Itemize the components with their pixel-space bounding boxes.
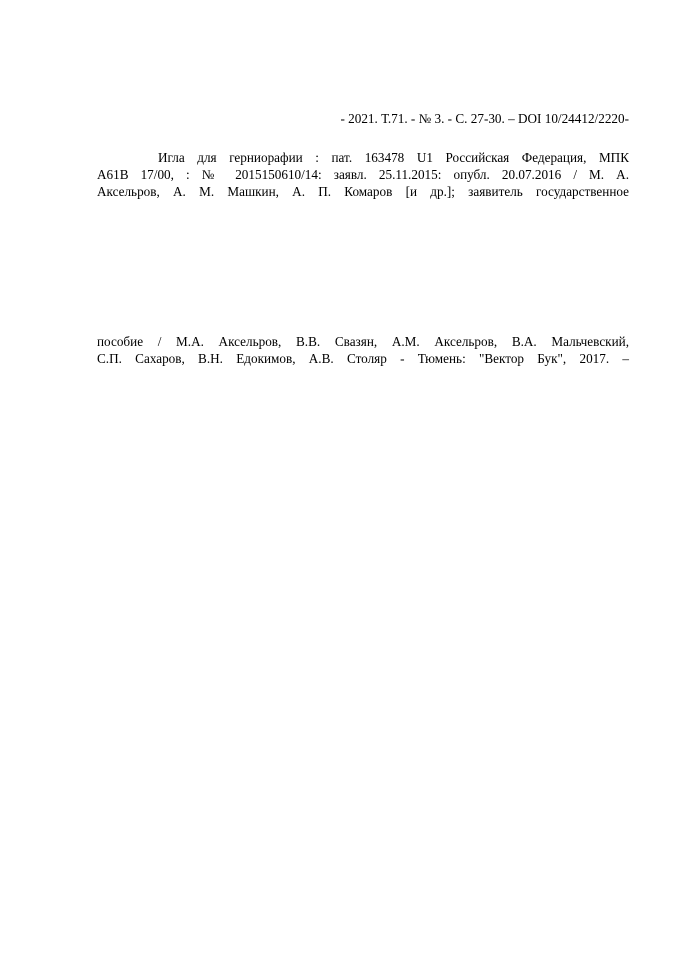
textbook-reference-line-1: пособие / М.А. Аксельров, В.В. Свазян, А.М. Аксельров, В.А. Мальчевский, bbox=[97, 334, 629, 349]
reference-fragment-line: - 2021. Т.71. - № 3. - С. 27-30. – DOI 10/24412/2220- bbox=[340, 111, 629, 126]
textbook-reference-line-2: С.П. Сахаров, В.Н. Едокимов, А.В. Столяр - Тюмень: "Вектор Бук", 2017. – bbox=[97, 351, 629, 366]
patent-reference-line-3: Аксельров, А. М. Машкин, А. П. Комаров [и др.]; заявитель государственное bbox=[97, 184, 629, 199]
patent-reference-line-2: A61B 17/00, : № 2015150610/14: заявл. 25.11.2015: опубл. 20.07.2016 / М. А. bbox=[97, 167, 629, 182]
patent-reference-line-1: Игла для герниорафии : пат. 163478 U1 Российская Федерация, МПК bbox=[158, 150, 629, 165]
